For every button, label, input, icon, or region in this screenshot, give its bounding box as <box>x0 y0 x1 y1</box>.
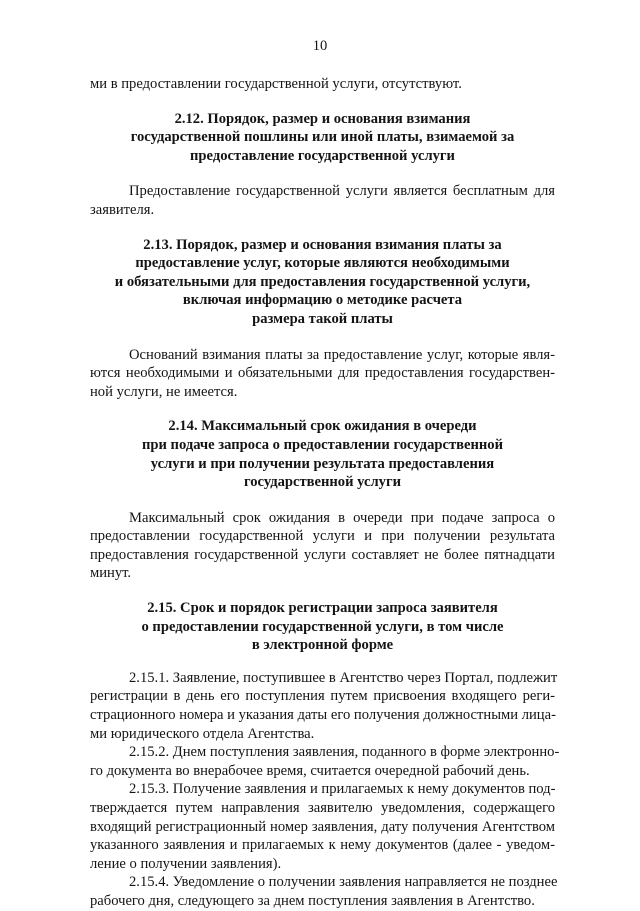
section-heading <box>90 599 555 655</box>
paragraph-line: предоставления государственной услуги составляет не более пятнадцати <box>90 546 555 563</box>
page-number: 10 <box>312 38 328 54</box>
heading-line: услуги и при получении результата предоставления <box>150 455 495 472</box>
paragraph-line: 2.15.2. Днем поступления заявления, поданного в форме электронно- <box>129 744 560 761</box>
heading-line: 2.15. Срок и порядок регистрации запроса заявителя <box>147 600 498 617</box>
paragraph-line: тверждается путем направления заявителю уведомления, содержащего <box>90 800 555 816</box>
heading-line: включая информацию о методике расчета <box>182 292 463 309</box>
heading-line: и обязательными для предоставления государственной услуги, <box>114 273 531 290</box>
paragraph-2-15-3 <box>90 780 555 873</box>
paragraph <box>90 182 555 219</box>
section-heading <box>90 110 555 166</box>
paragraph-line: указанного заявления и прилагаемых к нему документов (далее - уведом- <box>90 837 555 854</box>
section-2-13 <box>90 236 555 402</box>
section-2-12 <box>90 110 555 220</box>
paragraph-line: Оснований взимания платы за предоставление услуг, которые явля- <box>129 346 555 363</box>
paragraph-line: ются необходимыми и обязательными для предоставления государствен- <box>90 365 555 382</box>
lead-paragraph <box>90 75 555 94</box>
paragraph-line: 2.15.4. Уведомление о получении заявления направляется не позднее <box>129 874 558 891</box>
section-heading <box>90 236 555 329</box>
paragraph-line: входящий регистрационный номер заявления, дату получения Агентством <box>90 818 555 835</box>
heading-line: о предоставлении государственной услуги, в том числе <box>141 618 504 635</box>
paragraph-line: го документа во внерабочее время, считается очередной рабочий день. <box>90 762 530 779</box>
paragraph <box>90 346 555 402</box>
paragraph-2-15-1 <box>90 669 558 743</box>
paragraph-line: Максимальный срок ожидания в очереди при подаче запроса о <box>129 509 555 526</box>
heading-line: 2.12. Порядок, размер и основания взимания <box>174 110 471 127</box>
paragraph-line: ми юридического отдела Агентства. <box>90 725 315 742</box>
paragraph-line: ми в предоставлении государственной услуги, отсутствуют. <box>90 76 462 92</box>
paragraph-line: ление о получении заявления). <box>90 855 282 872</box>
paragraph-line: рабочего дня, следующего за днем поступления заявления в Агентство. <box>90 892 535 909</box>
heading-line: при подаче запроса о предоставлении государственной <box>141 436 504 453</box>
paragraph-line: 2.15.3. Получение заявления и прилагаемых к нему документов под- <box>129 781 556 798</box>
heading-line: в электронной форме <box>251 637 394 654</box>
paragraph-line: Предоставление государственной услуги является бесплатным для <box>129 183 555 200</box>
section-heading <box>90 417 555 491</box>
paragraph-line: заявителя. <box>90 201 155 218</box>
section-2-14 <box>90 417 555 583</box>
heading-line: 2.13. Порядок, размер и основания взимания платы за <box>143 236 502 253</box>
heading-line: государственной пошлины или иной платы, взимаемой за <box>130 129 515 146</box>
heading-line: предоставление государственной услуги <box>190 147 455 164</box>
heading-line: государственной услуги <box>243 474 402 491</box>
paragraph-line: 2.15.1. Заявление, поступившее в Агентство через Портал, подлежит <box>129 669 558 686</box>
heading-line: размера такой платы <box>252 310 393 327</box>
paragraph-line: предоставлении государственной услуги и при получении результата <box>90 528 555 545</box>
heading-line: 2.14. Максимальный срок ожидания в очереди <box>168 418 477 435</box>
heading-line: предоставление услуг, которые являются необходимыми <box>135 255 510 272</box>
paragraph-line: ной услуги, не имеется. <box>90 383 238 400</box>
document-body <box>90 75 560 911</box>
paragraph <box>90 509 555 583</box>
paragraph-line: минут. <box>90 565 132 582</box>
paragraph-line: регистрации в день его поступления путем присвоения входящего реги- <box>90 688 555 705</box>
section-2-15 <box>90 599 560 911</box>
paragraph-2-15-2 <box>90 743 560 780</box>
paragraph-line: страционного номера и указания даты его получения должностными лица- <box>90 707 556 724</box>
